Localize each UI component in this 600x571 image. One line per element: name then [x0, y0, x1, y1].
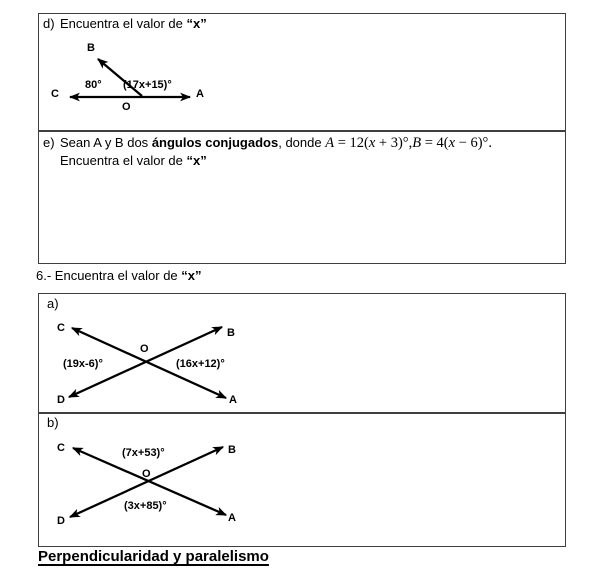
problem-d-title-text: Encuentra el valor de — [60, 16, 183, 31]
point-label-d: D — [57, 394, 65, 406]
point-label-c: C — [51, 88, 59, 100]
problem-e-line1 — [43, 134, 492, 152]
problem-e-connector: , donde — [278, 135, 322, 150]
angle-label-19x6: (19x-6)° — [63, 358, 103, 370]
point-label-o: O — [140, 343, 149, 355]
point-label-b: B — [227, 327, 235, 339]
point-label-b: B — [228, 444, 236, 456]
problem-e-bold-term: ángulos conjugados — [151, 135, 279, 150]
point-label-a: A — [196, 88, 204, 100]
question-6-title: Encuentra el valor de — [54, 268, 178, 283]
angle-label-16x12: (16x+12)° — [176, 358, 225, 370]
problem-e-label: e) — [43, 135, 55, 150]
formula-part: A — [325, 135, 335, 151]
point-label-a: A — [229, 394, 237, 406]
question-6-x-term: “x” — [181, 268, 202, 283]
angle-label-3x85: (3x+85)° — [124, 500, 167, 512]
problem-e-line2 — [60, 152, 492, 169]
angle-label-17x15: (17x+15)° — [123, 79, 172, 91]
problem-d-diagram — [38, 13, 566, 130]
point-label-d: D — [57, 515, 65, 527]
point-label-c: C — [57, 442, 65, 454]
formula-part: = 12( — [334, 135, 369, 151]
problem-a-diagram — [38, 293, 566, 412]
point-label-o: O — [142, 468, 151, 480]
formula-part: = 4( — [421, 135, 449, 151]
problem-d-x-term: “x” — [186, 16, 207, 31]
formula-part: − 6)°. — [455, 135, 492, 151]
problem-e-statement — [43, 134, 492, 169]
formula-part: B — [412, 135, 422, 151]
point-label-a: A — [228, 512, 236, 524]
question-6-number: 6.- — [36, 268, 52, 283]
angle-label-80: 80° — [85, 79, 102, 91]
question-6-heading — [36, 267, 202, 284]
problem-a-label: a) — [47, 296, 59, 311]
formula-part: + 3)°, — [375, 135, 413, 151]
problem-b-diagram — [38, 412, 566, 547]
problem-e-formula — [325, 135, 492, 151]
problem-b-label: b) — [47, 415, 59, 430]
point-label-c: C — [57, 322, 65, 334]
table1-row-divider — [38, 130, 566, 132]
angle-label-7x53: (7x+53)° — [122, 447, 165, 459]
problem-e-line2-text: Encuentra el valor de — [60, 153, 183, 168]
section-heading-perpendicularidad: Perpendicularidad y paralelismo — [38, 548, 269, 565]
point-label-b: B — [87, 42, 95, 54]
point-label-o: O — [122, 101, 131, 113]
formula-part: x — [368, 135, 376, 151]
problem-e-x-term: “x” — [186, 153, 207, 168]
problem-e-intro: Sean A y B dos — [60, 135, 149, 150]
problem-d-label: d) — [43, 16, 55, 31]
formula-part: x — [448, 135, 456, 151]
